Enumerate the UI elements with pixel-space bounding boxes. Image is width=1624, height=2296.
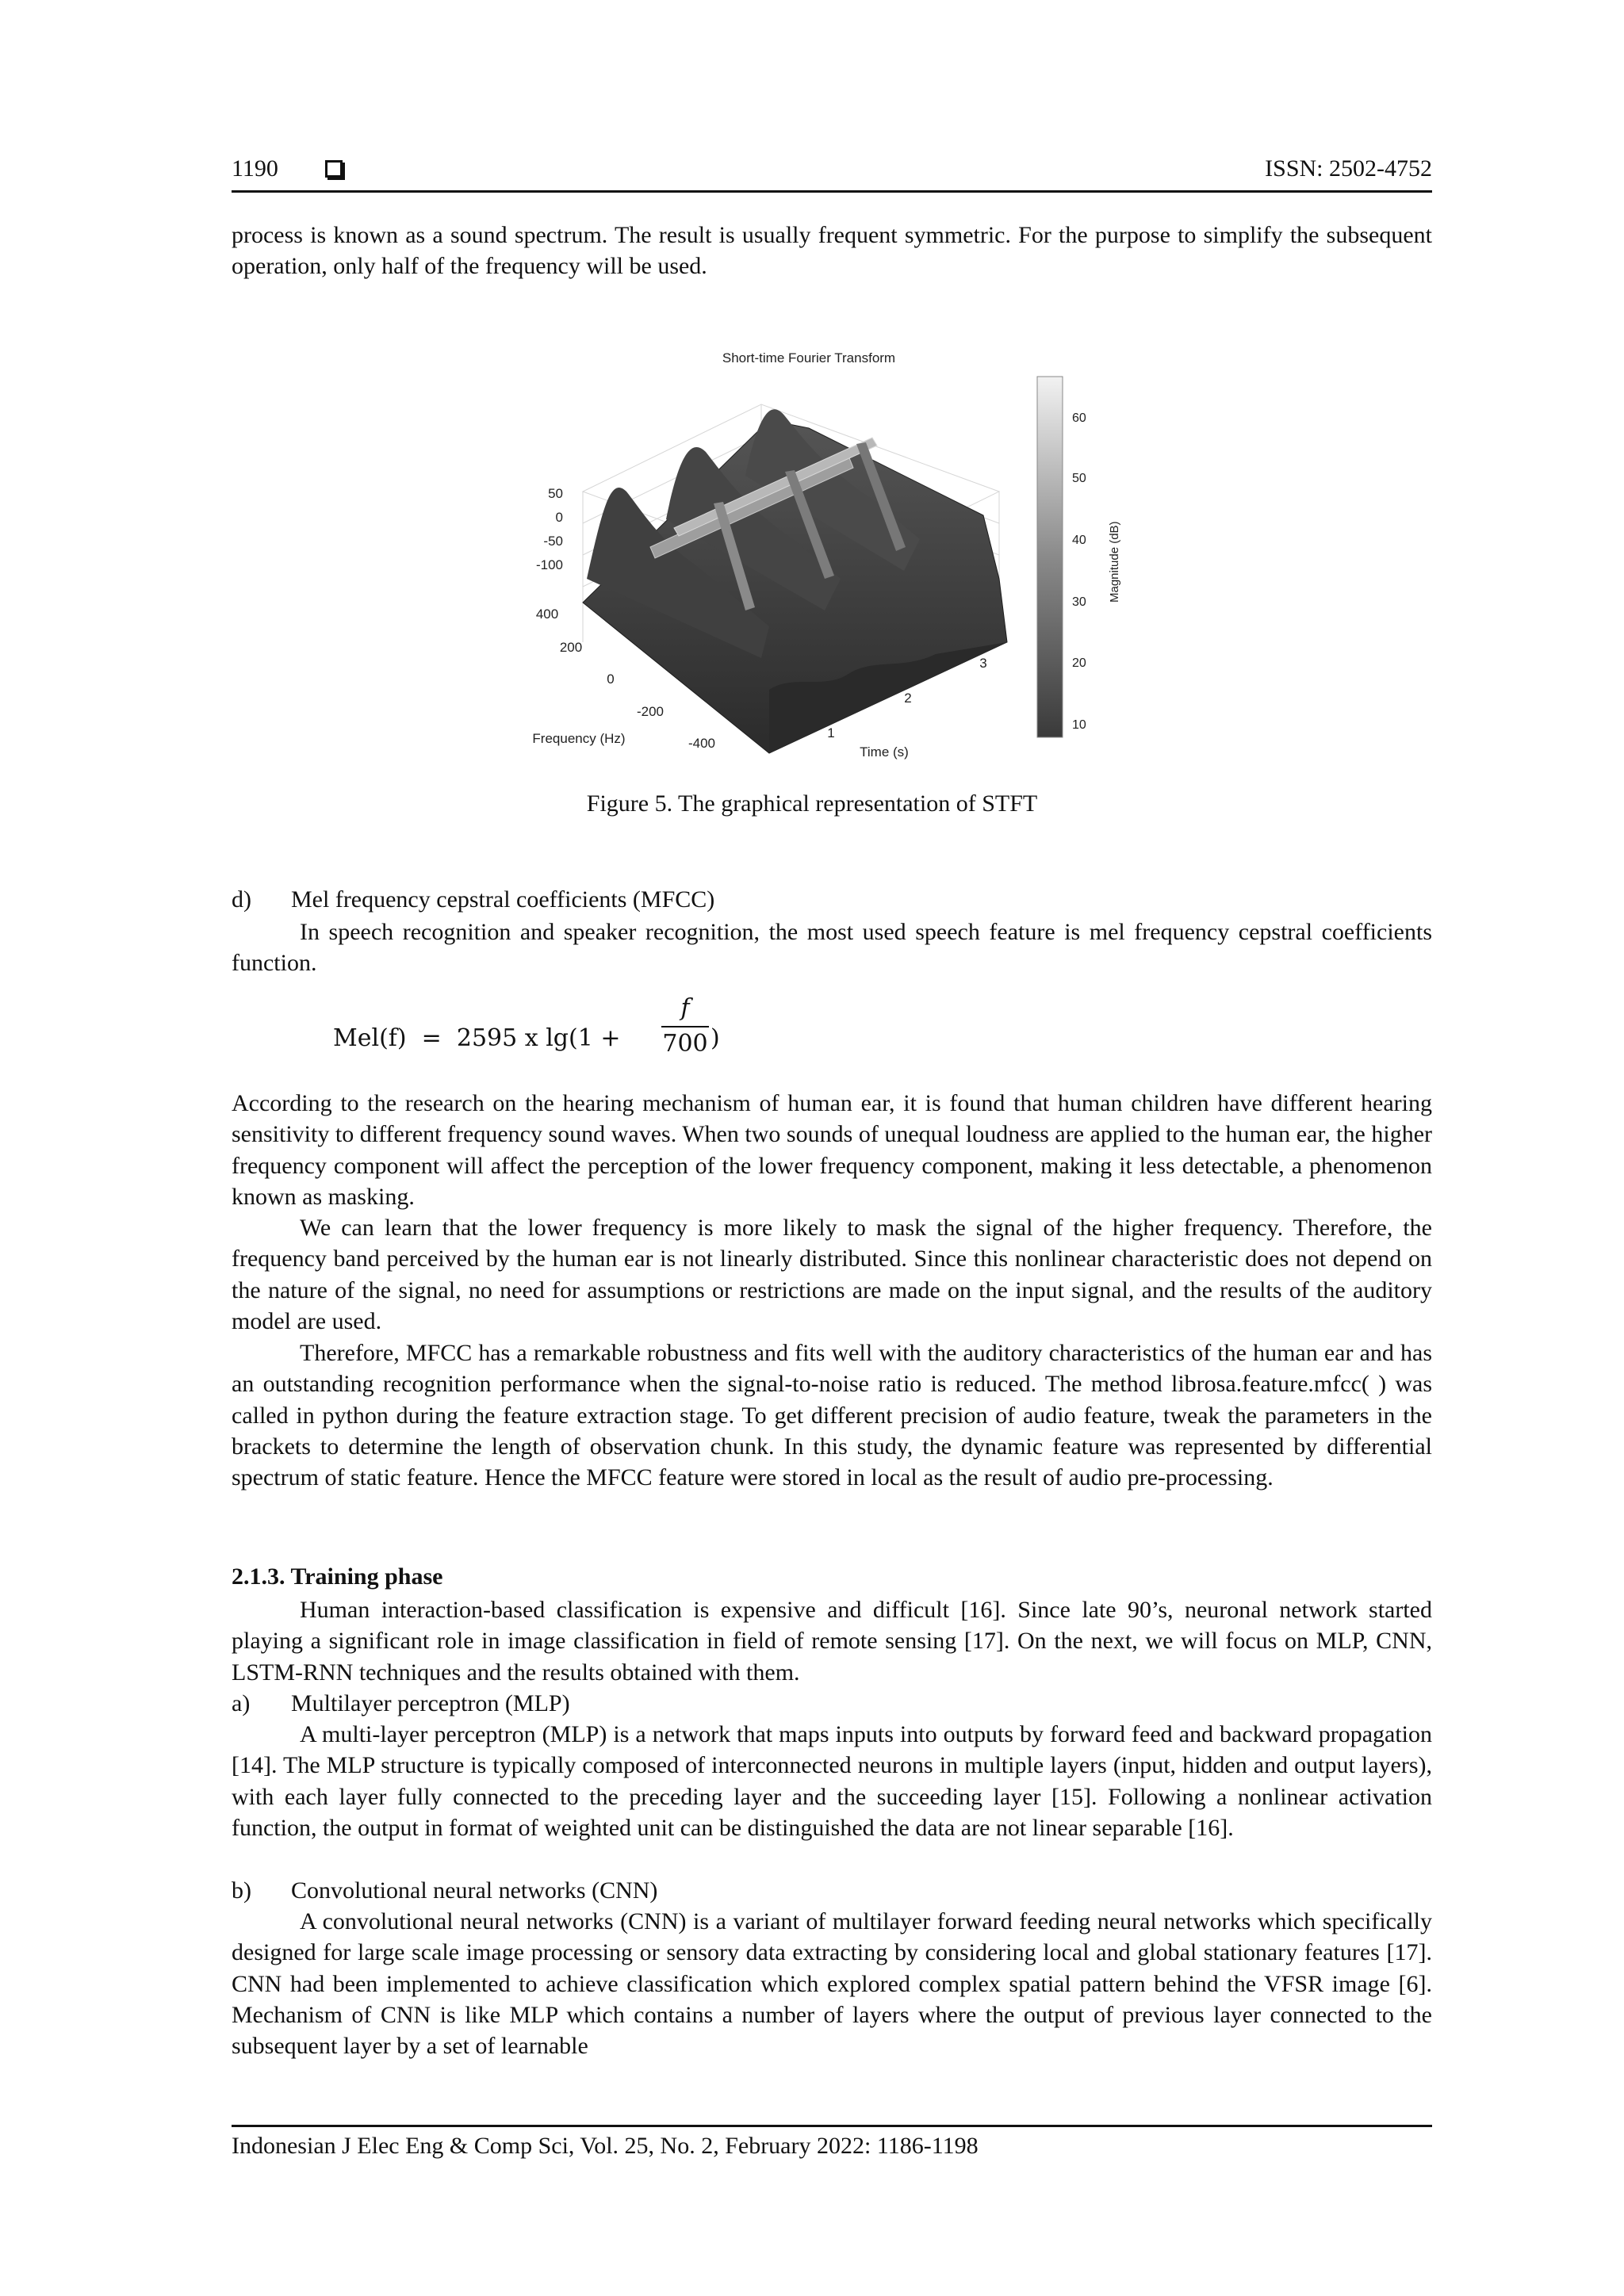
list-item-b [232, 1875, 657, 1906]
section-heading: 2.1.3. Training phase [232, 1563, 443, 1590]
box-icon [325, 160, 343, 178]
page-header [232, 155, 1432, 187]
equation-numerator: f [680, 994, 690, 1022]
colorbar-tick: 20 [1072, 656, 1086, 670]
paragraph-text: A convolutional neural networks (CNN) is a variant of multilayer forward feeding neural networks which specifically designed for large scale image processing or sensory data extracting by considering local and global stationary features [17]. CNN had been implemented to achieve classification which explored complex spatial pattern behind the VFSR image [6]. Mechanism of CNN is like MLP which contains a number of layers where the output of previous layer connected to the subsequent layer by a set of learnable [232, 1908, 1432, 2060]
page-number: 1190 [232, 155, 278, 182]
paragraph-3 [232, 1212, 1432, 1337]
freq-tick: -400 [688, 736, 716, 751]
paragraph-mfcc-intro [232, 916, 1432, 979]
list-item-a [232, 1688, 570, 1719]
z-tick: 0 [555, 510, 563, 525]
list-label: b) [232, 1877, 251, 1904]
time-tick: 3 [979, 656, 987, 671]
mel-equation [333, 993, 809, 1064]
paragraph-2 [232, 1088, 1432, 1212]
z-tick: 50 [548, 486, 563, 501]
list-text: Mel frequency cepstral coefficients (MFCC) [291, 886, 715, 913]
z-tick: -100 [535, 557, 563, 572]
list-item-d [232, 884, 714, 915]
freq-tick: 200 [559, 640, 583, 655]
paragraph-text: According to the research on the hearing mechanism of human ear, it is found that human children have different hearing sensitivity to different frequency sound waves. When two sounds of unequal loudness are applied to the human ear, the higher frequency component will affect the perception of the lower frequency component, making it less detectable, a phenomenon known as masking. [232, 1090, 1432, 1210]
issn: ISSN: 2502-4752 [1265, 155, 1432, 182]
z-tick: -50 [543, 534, 563, 549]
paragraph-text: A multi-layer perceptron (MLP) is a network that maps inputs into outputs by forward feed and backward propagation [14]. The MLP structure is typically composed of interconnected neurons in multiple layers (input, hidden and output layers), with each layer fully connected to the preceding layer and the succeeding layer [15]. Following a nonlinear activation function, the output in format of weighted unit can be distinguished the data are not linear separable [16]. [232, 1721, 1432, 1841]
time-axis-label: Time (s) [860, 744, 909, 760]
paragraph-6 [232, 1719, 1432, 1843]
list-label: d) [232, 886, 251, 913]
paragraph-4 [232, 1337, 1432, 1493]
colorbar-label: Magnitude (dB) [1108, 521, 1121, 603]
time-tick: 1 [827, 725, 835, 740]
equation-fraction [661, 993, 709, 1059]
freq-tick: 0 [607, 672, 615, 687]
list-text: Multilayer perceptron (MLP) [291, 1690, 570, 1716]
paragraph-7 [232, 1906, 1432, 2061]
time-tick: 2 [904, 691, 912, 706]
list-text: Convolutional neural networks (CNN) [291, 1877, 658, 1904]
colorbar-tick: 40 [1072, 534, 1086, 547]
figure-title: Short-time Fourier Transform [722, 350, 896, 365]
colorbar-tick: 60 [1072, 411, 1086, 425]
paragraph-1 [232, 220, 1432, 282]
stft-figure [508, 341, 1142, 769]
paragraph-text: We can learn that the lower frequency is more likely to mask the signal of the higher frequency. Therefore, the frequency band perceived by the human ear is not linearly distributed. Since this nonlinear characteristic does not depend on the nature of the signal, no need for assumptions or restrictions are made on the input signal, and the results of the auditory model are used. [232, 1215, 1432, 1334]
footer-rule [232, 2125, 1432, 2127]
freq-tick: 400 [535, 607, 559, 622]
stft-surface [583, 409, 1007, 753]
colorbar-tick: 50 [1072, 472, 1086, 485]
freq-axis-label: Frequency (Hz) [532, 731, 626, 746]
paragraph-text: Human interaction-based classification is expensive and difficult [16]. Since late 90’s, neuronal network started playing a significant role in image classification in field of remote sensing [17]. On the next, we will focus on MLP, CNN, LSTM-RNN techniques and the results obtained with them. [232, 1597, 1432, 1686]
paragraph-text: In speech recognition and speaker recognition, the most used speech feature is mel frequency cepstral coefficients function. [232, 919, 1432, 977]
footer-citation: Indonesian J Elec Eng & Comp Sci, Vol. 25, No. 2, February 2022: 1186-1198 [232, 2133, 979, 2159]
stft-plot [508, 341, 1142, 769]
header-rule [232, 190, 1432, 193]
freq-tick: -200 [636, 704, 665, 719]
equation-close: ) [710, 1024, 720, 1052]
paragraph-5 [232, 1594, 1432, 1688]
list-label: a) [232, 1690, 251, 1716]
paragraph-text: process is known as a sound spectrum. The result is usually frequent symmetric. For the purpose to simplify the subsequent operation, only half of the frequency will be used. [232, 222, 1432, 280]
equation-lhs: Mel(f) = 2595 x lg(1 + [333, 1024, 628, 1052]
colorbar-tick: 10 [1072, 718, 1086, 732]
paragraph-text: Therefore, MFCC has a remarkable robustness and fits well with the auditory characteristics of the human ear and has an outstanding recognition performance when the signal-to-noise ratio is reduced. The method librosa.feature.mfcc( ) was called in python during the feature extraction stage. To get different precision of audio feature, tweak the parameters in the brackets to determine the length of observation chunk. In this study, the dynamic feature was represented by differential spectrum of static feature. Hence the MFCC feature were stored in local as the result of audio pre-processing. [232, 1340, 1432, 1491]
figure-caption: Figure 5. The graphical representation of STFT [586, 790, 1038, 817]
equation-denominator: 700 [662, 1030, 708, 1058]
colorbar [1037, 377, 1063, 737]
colorbar-tick: 30 [1072, 595, 1086, 609]
